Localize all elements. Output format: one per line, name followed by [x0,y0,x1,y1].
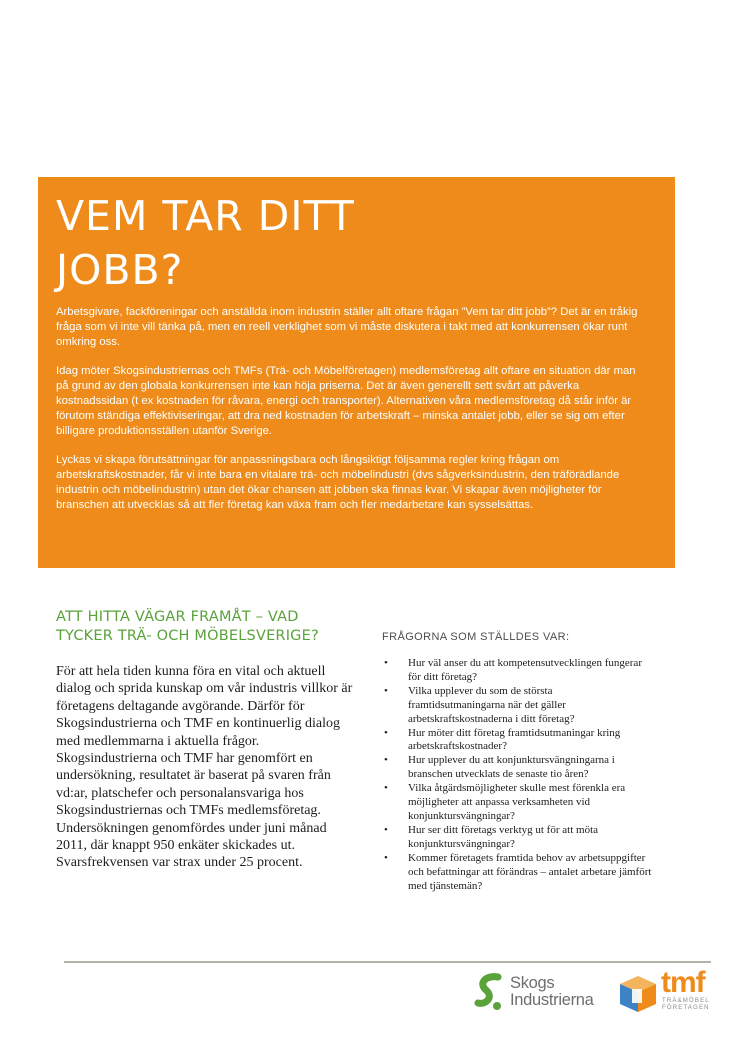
intro-banner [38,177,675,568]
survey-body: För att hela tiden kunna föra en vital och aktuell dialog och sprida kunskap om vår industris villkor är företagens deltagande avgörande. Därför för Skogsindustrierna och TMF en kontinuerlig dialog med medlemmarna i aktuella frågor. Skogsindustrierna och TMF har genomfört en undersökning, resultatet är baserat på svaren från vd:ar, platschefer och personalansvariga hos Skogsindustriernas och TMFs medlemsföretag. Undersökningen genomfördes under juni månad 2011, där knappt 950 enkäter skickades ut. Svarsfrekvensen var strax under 25 procent. [56,664,353,871]
survey-heading: ATT HITTA VÄGAR FRAMÅT – VAD TYCKER TRÄ- OCH MÖBELSVERIGE? [56,609,319,644]
skogs-logo-text [510,975,594,1009]
list-item: • Hur väl anser du att kompetensutvecklingen fungerar för ditt företag? [382,657,652,685]
intro-paragraph-3: Lyckas vi skapa förutsättningar för anpassningsbara och långsiktigt följsamma regler kring frågan om arbetskraftskostnader, får vi inte bara en vitalare trä- och möbelindustri (dvs sågverksindustrin, den träförädlande industrin och möbelindustrin) utan det ökar chansen att jobben ska finnas kvar. Vi skapar även möjligheter för branschen att utvecklas så att fler företag kan växa fram och fler medarbetare kan sysselsättas. [56,454,620,511]
list-item: • Hur möter ditt företag framtidsutmaningar kring arbetskraftskostnader? [382,727,652,755]
list-item: • Vilka upplever du som de största framtidsutmaningarna när det gäller arbetskraftskostnaderna i ditt företag? [382,685,652,727]
skogs-swirl-icon [474,973,508,1013]
footer-divider [64,961,711,963]
questions-list [382,657,652,893]
tmf-wordmark: tmf [661,966,705,999]
tmf-cube-icon [618,972,660,1014]
list-item: • Vilka åtgärdsmöjligheter skulle mest förenkla era möjligheter att anpassa verksamheten vid konjunktursvängningar? [382,782,652,824]
intro-paragraph-1: Arbetsgivare, fackföreningar och anställda inom industrin ställer allt oftare frågan ”Vem tar ditt jobb”? Det är en tråkig fråga som vi inte vill tänka på, men en reell verklighet som vi måste diskutera i takt med att konkurrensen ökar runt omkring oss. [56,306,638,348]
list-item: • Hur ser ditt företags verktyg ut för att möta konjunktursvängningar? [382,824,652,852]
intro-paragraph-2: Idag möter Skogsindustriernas och TMFs (Trä- och Möbelföretagen) medlemsföretag allt oftare en situation där man på grund av den globala konkurrensen inte kan höja priserna. Det är även generellt sett svårt att påverka kostnadssidan (t ex kostnaden för råvara, energi och transporter). Alternativen våra medlemsföretag då står inför är förutom ständiga effektiviseringar, att dra ned kostnaden för arbetskraft – minska antalet jobb, eller se sig om efter billigare produktionsställen utanför Sverige. [56,365,636,437]
list-item: • Hur upplever du att konjunktursvängningarna i branschen utvecklats de senaste tio åren? [382,754,652,782]
tmf-tagline-line-1: TRÄ&MÖBEL [662,998,710,1004]
survey-section [56,608,356,872]
list-item: • Kommer företagets framtida behov av arbetsuppgifter och befattningar att förändras – antalet arbetare jämfört med tjänstemän? [382,852,652,894]
page-title-line-2: JOBB? [56,246,184,294]
skogs-logo-line-1: Skogs [510,974,555,992]
skogs-logo-line-2: Industrierna [510,991,594,1009]
questions-section [382,631,652,893]
questions-heading: FRÅGORNA SOM STÄLLDES VAR: [382,631,570,643]
skogsindustrierna-logo [474,973,614,1015]
tmf-tagline [662,998,710,1012]
page-title-line-1: VEM TAR DITT [56,192,355,240]
page-title [56,189,675,297]
tmf-tagline-line-2: FÖRETAGEN [662,1005,710,1011]
tmf-logo [618,966,718,1016]
